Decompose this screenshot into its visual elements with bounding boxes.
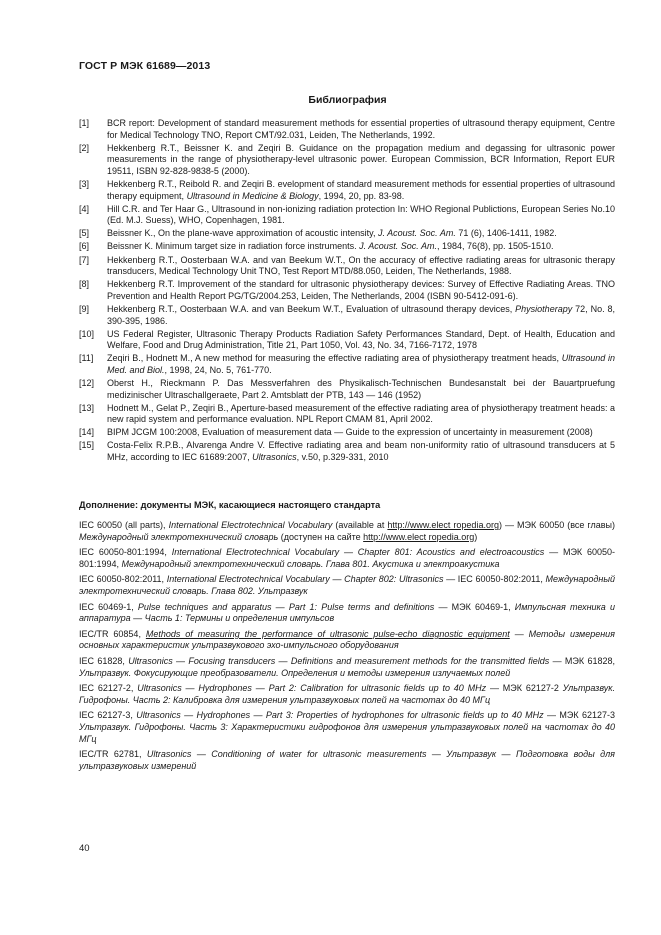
text-segment: J. Acoust. Soc. Am. — [359, 241, 437, 252]
supplement-entry — [79, 710, 615, 745]
text-segment: Hekkenberg R.T., Oosterbaan W.A. and van Beekum W.T., Evaluation of ultrasound therapy devices, — [107, 303, 516, 314]
text-segment: IEC 62127-3, — [79, 710, 137, 721]
text-segment: — МЭК 60050-801:1994, — [79, 547, 616, 569]
entry-number: [1] — [79, 118, 90, 128]
text-segment: BIPM JCGM 100:2008, Evaluation of measurement data — Guide to the expression of uncertainty in measurement (2008) — [107, 427, 593, 438]
text-segment: ) — [474, 531, 478, 542]
text-segment: IEC/TR 62781, — [79, 749, 147, 760]
text-segment: Ultrasonics — Hydrophones — Part 2: Calibration for ultrasonic fields up to 40 MHz — [137, 683, 487, 694]
text-segment: Ultrasonics — Conditioning of water for ultrasonic measurements — [146, 749, 427, 760]
bibliography-entry — [79, 179, 615, 202]
text-segment: Ultrasound in Medicine & Biology — [186, 190, 319, 201]
text-segment: BCR report: Development of standard measurement methods for essential properties of ultrasound therapy equipment, Centre for Medical Technology TNO, Report CMT/92.031, Leiden, The Netherlands, 1992. — [107, 118, 615, 140]
entry-number: [7] — [79, 254, 90, 265]
text-segment: Ultrasonics — Hydrophones — Part 3: Properties of hydrophones for ultrasonic fields up to 40 MHz — [136, 710, 544, 721]
text-segment: J. Acoust. Soc. Am. — [377, 228, 456, 239]
bibliography-entry — [79, 255, 615, 278]
bibliography-title: Библиография — [308, 94, 387, 106]
text-segment: Beissner K., On the plane-wave approximation of acoustic intensity, — [107, 228, 378, 239]
text-segment: Международный электротехнический словарь. Глава 802. Ультразвук — [79, 574, 615, 596]
entry-number: [2] — [79, 142, 90, 153]
text-segment: (доступен на сайте — [278, 531, 364, 542]
text-segment: Hodnett M., Gelat P., Zeqiri B., Aperture-based measurement of the effective radiating area of physiotherapy treatment heads: a new rapid system and performance evaluation. NPL Report CMAM 81, April 2002. — [107, 402, 615, 425]
bibliography-entry — [79, 143, 615, 178]
entry-number: [6] — [79, 241, 90, 252]
entry-text — [107, 204, 615, 227]
text-segment: Ultrasonics — [252, 452, 297, 463]
entry-text — [107, 228, 615, 240]
standard-header: ГОСТ Р МЭК 61689—2013 — [79, 60, 211, 72]
text-segment: International Electrotechnical Vocabulary — Chapter 801: Acoustics and electroacoustics — [171, 547, 545, 558]
supplement-entry — [79, 574, 615, 597]
link-text[interactable]: http://www.elect ropedia.org — [363, 531, 475, 542]
text-segment: Hekkenberg R.T., Oosterbaan W.A. and van Beekum W.T., On the accuracy of effective radiating areas for ultrasonic therapy transducers, Medical Technology Unit TNO, Test Report MTD/88.050, Leiden, The Netherlands, 1988. — [107, 254, 615, 277]
text-segment: Pulse techniques and apparatus — Part 1: Pulse terms and definitions — [137, 601, 435, 612]
text-segment: (available at — [332, 520, 388, 530]
bibliography-entry — [79, 204, 615, 227]
bibliography-entry — [79, 118, 615, 141]
link-text[interactable]: http://www.elect ropedia.org — [387, 520, 499, 530]
bibliography-entry — [79, 403, 615, 426]
text-segment: 72, No. 8, 390-395, 1986. — [107, 303, 615, 326]
text-segment: Импульсная техника и аппаратура — Часть 1: Термины и определения импульсов — [79, 601, 615, 624]
text-segment: — IEC 60050-802:2011, — [443, 574, 546, 585]
text-segment: Международный электротехнический словарь. Глава 801. Акустика и электроакустика — [121, 558, 500, 569]
text-segment: — — [426, 749, 447, 760]
text-segment: Методы измерения основных характеристик ультразвукового эхо-импульсного оборудования — [79, 628, 615, 651]
text-segment: — МЭК 62127-3 — [543, 710, 615, 721]
entry-text — [107, 440, 615, 463]
entry-text — [107, 378, 615, 401]
supplement-entry — [79, 547, 615, 570]
text-segment: IEC/TR 60854, — [79, 628, 146, 639]
text-segment: Ультразвук. Гидрофоны. Часть 3: Характеристики гидрофонов для измерения ультразвуковых полей на частотах до 40 МГц — [79, 721, 615, 744]
bibliography-entry — [79, 353, 615, 376]
bibliography-entry — [79, 427, 615, 439]
text-segment: IEC 61828, — [79, 655, 129, 666]
entry-number: [14] — [79, 427, 95, 438]
text-segment: Ultrasonics — Focusing transducers — Definitions and measurement methods for the transmitted fields — [128, 655, 550, 666]
text-segment: Международный электротехнический словарь — [79, 531, 279, 542]
text-segment: Ультразвук — Подготовка воды для ультразвуковых измерений — [79, 749, 615, 771]
text-segment: IEC 60050-802:2011, — [79, 574, 167, 585]
text-segment: IEC 60469-1, — [79, 601, 138, 612]
bibliography-entry — [79, 279, 615, 302]
text-segment: Hekkenberg R.T., Beissner K. and Zeqiri B. Guidance on the propagation medium and degassing for ultrasonic power measurements in the range of physiotherapy-level ultrasonic power. European Commission, BCR Information, Report EUR 19511, ISBN 92-828-9838-5 (2000). — [107, 142, 615, 176]
entry-text — [107, 427, 615, 439]
entry-text — [107, 143, 615, 178]
entry-number: [12] — [79, 377, 95, 388]
entry-text — [107, 118, 615, 141]
entry-number: [9] — [79, 303, 90, 314]
text-segment: IEC 62127-2, — [79, 683, 138, 694]
text-segment: Hekkenberg R.T. Improvement of the standard for ultrasonic physiotherapy devices: Survey of Effective Radiating Areas. TNO Prevention and Health Report PG/TG/2004.253, Leiden, The Netherlands, 2004 (ISBN 90-5412-091-6). — [107, 279, 615, 301]
entry-text — [107, 241, 615, 253]
entry-number: [8] — [79, 279, 90, 290]
supplement-entry — [79, 629, 615, 652]
entry-number: [13] — [79, 402, 95, 413]
text-segment: Ultrasound in Med. and Biol. — [107, 353, 615, 375]
text-segment: , 1994, 20, pp. 83-98. — [318, 190, 405, 201]
entry-number: [11] — [79, 353, 94, 364]
text-segment: International Electrotechnical Vocabulary — [168, 520, 333, 530]
bibliography-list — [79, 118, 615, 465]
supplement-entry — [79, 656, 615, 679]
supplement-title: Дополнение: документы МЭК, касающиеся настоящего стандарта — [79, 500, 381, 510]
bibliography-entry — [79, 241, 615, 253]
text-segment: — — [509, 628, 529, 639]
supplement-entry — [79, 683, 615, 706]
text-segment: Ультразвук. Фокусирующие преобразователи. Определения и методы измерения излучаемых полей — [79, 667, 511, 678]
text-segment: Zeqiri B., Hodnett M., A new method for measuring the effective radiating area of physiotherapy treatment heads, — [107, 353, 562, 364]
entry-text — [107, 353, 615, 376]
bibliography-entry — [79, 378, 615, 401]
text-segment: IEC 60050 (all parts), — [79, 520, 169, 530]
bibliography-entry — [79, 440, 615, 463]
bibliography-entry — [79, 228, 615, 240]
entry-number: [4] — [79, 203, 90, 214]
text-segment: Costa-Felix R.P.B., Alvarenga Andre V. Effective radiating area and beam non-uniformity ratio of ultrasound transducers at 5 MHz, according to IEC 61689:2007, — [107, 440, 615, 463]
supplement-entry — [79, 602, 615, 625]
text-segment: US Federal Register, Ultrasonic Therapy Products Radiation Safety Performances Standard, Dept. of Health, Education and Welfare, Food and Drug Administration, Title 21, Part 1050, Vol. 43, No. 34, 7166-7172, 1978 — [107, 328, 615, 351]
entry-text — [107, 279, 615, 302]
bibliography-entry — [79, 329, 615, 352]
entry-number: [3] — [79, 178, 90, 189]
text-segment: , v.50, p.329-331, 2010 — [296, 452, 389, 463]
text-segment: Oberst H., Rieckmann P. Das Messverfahren des Physikalisch-Technischen Bundesanstalt bei der Bauartpruefung medizinischer Ultraschallgeraete, Part 2. Amtsblatt der PTB, 143 — 146 (1952) — [107, 377, 615, 400]
text-segment: Physiotherapy — [515, 303, 573, 314]
text-segment: Hekkenberg R.T., Reibold R. and Zeqiri B. evelopment of standard measurement methods for essential properties of ultrasound therapy equipment, — [107, 178, 615, 201]
text-segment: IEC 60050-801:1994, — [79, 547, 172, 558]
text-segment: Beissner K. Minimum target size in radiation force instruments. — [107, 241, 360, 252]
bibliography-entry — [79, 304, 615, 327]
entry-text — [107, 255, 615, 278]
text-segment: , 1984, 76(8), pp. 1505-1510. — [436, 241, 554, 252]
entry-number: [10] — [79, 328, 95, 339]
supplement-entry — [79, 520, 615, 543]
supplement-entry — [79, 749, 615, 772]
entry-number: [5] — [79, 228, 90, 239]
entry-text — [107, 403, 615, 426]
entry-number: [15] — [79, 440, 95, 451]
text-segment: — МЭК 61828, — [549, 655, 615, 666]
text-segment: ) — МЭК 60050 (все главы) — [498, 520, 616, 530]
text-segment: 71 (6), 1406-1411, 1982. — [455, 228, 557, 239]
text-segment: Ультразвук. Гидрофоны. Часть 2: Калибровка для измерения ультразвуковых полей на частотах до 40 МГц — [79, 683, 615, 705]
text-segment: International Electrotechnical Vocabulary — Chapter 802: Ultrasonics — [166, 574, 444, 585]
entry-text — [107, 179, 615, 202]
text-segment: , 1998, 24, No. 5, 761-770. — [164, 364, 272, 375]
text-segment: — МЭК 60469-1, — [434, 601, 515, 612]
page-number: 40 — [79, 843, 90, 854]
text-segment: — МЭК 62127-2 — [486, 683, 563, 694]
entry-text — [107, 304, 615, 327]
text-segment: Hill C.R. and Ter Haar G., Ultrasound in non-ionizing radiation protection In: WHO Regional Publictions, European Series No.10 (Ed. M.J. Suess), WHO, Copenhagen, 1981. — [107, 203, 615, 226]
entry-text — [107, 329, 615, 352]
supplement-list — [79, 520, 615, 776]
text-segment: Methods of measuring the performance of ultrasonic pulse-echo diagnostic equipment — [145, 628, 510, 639]
